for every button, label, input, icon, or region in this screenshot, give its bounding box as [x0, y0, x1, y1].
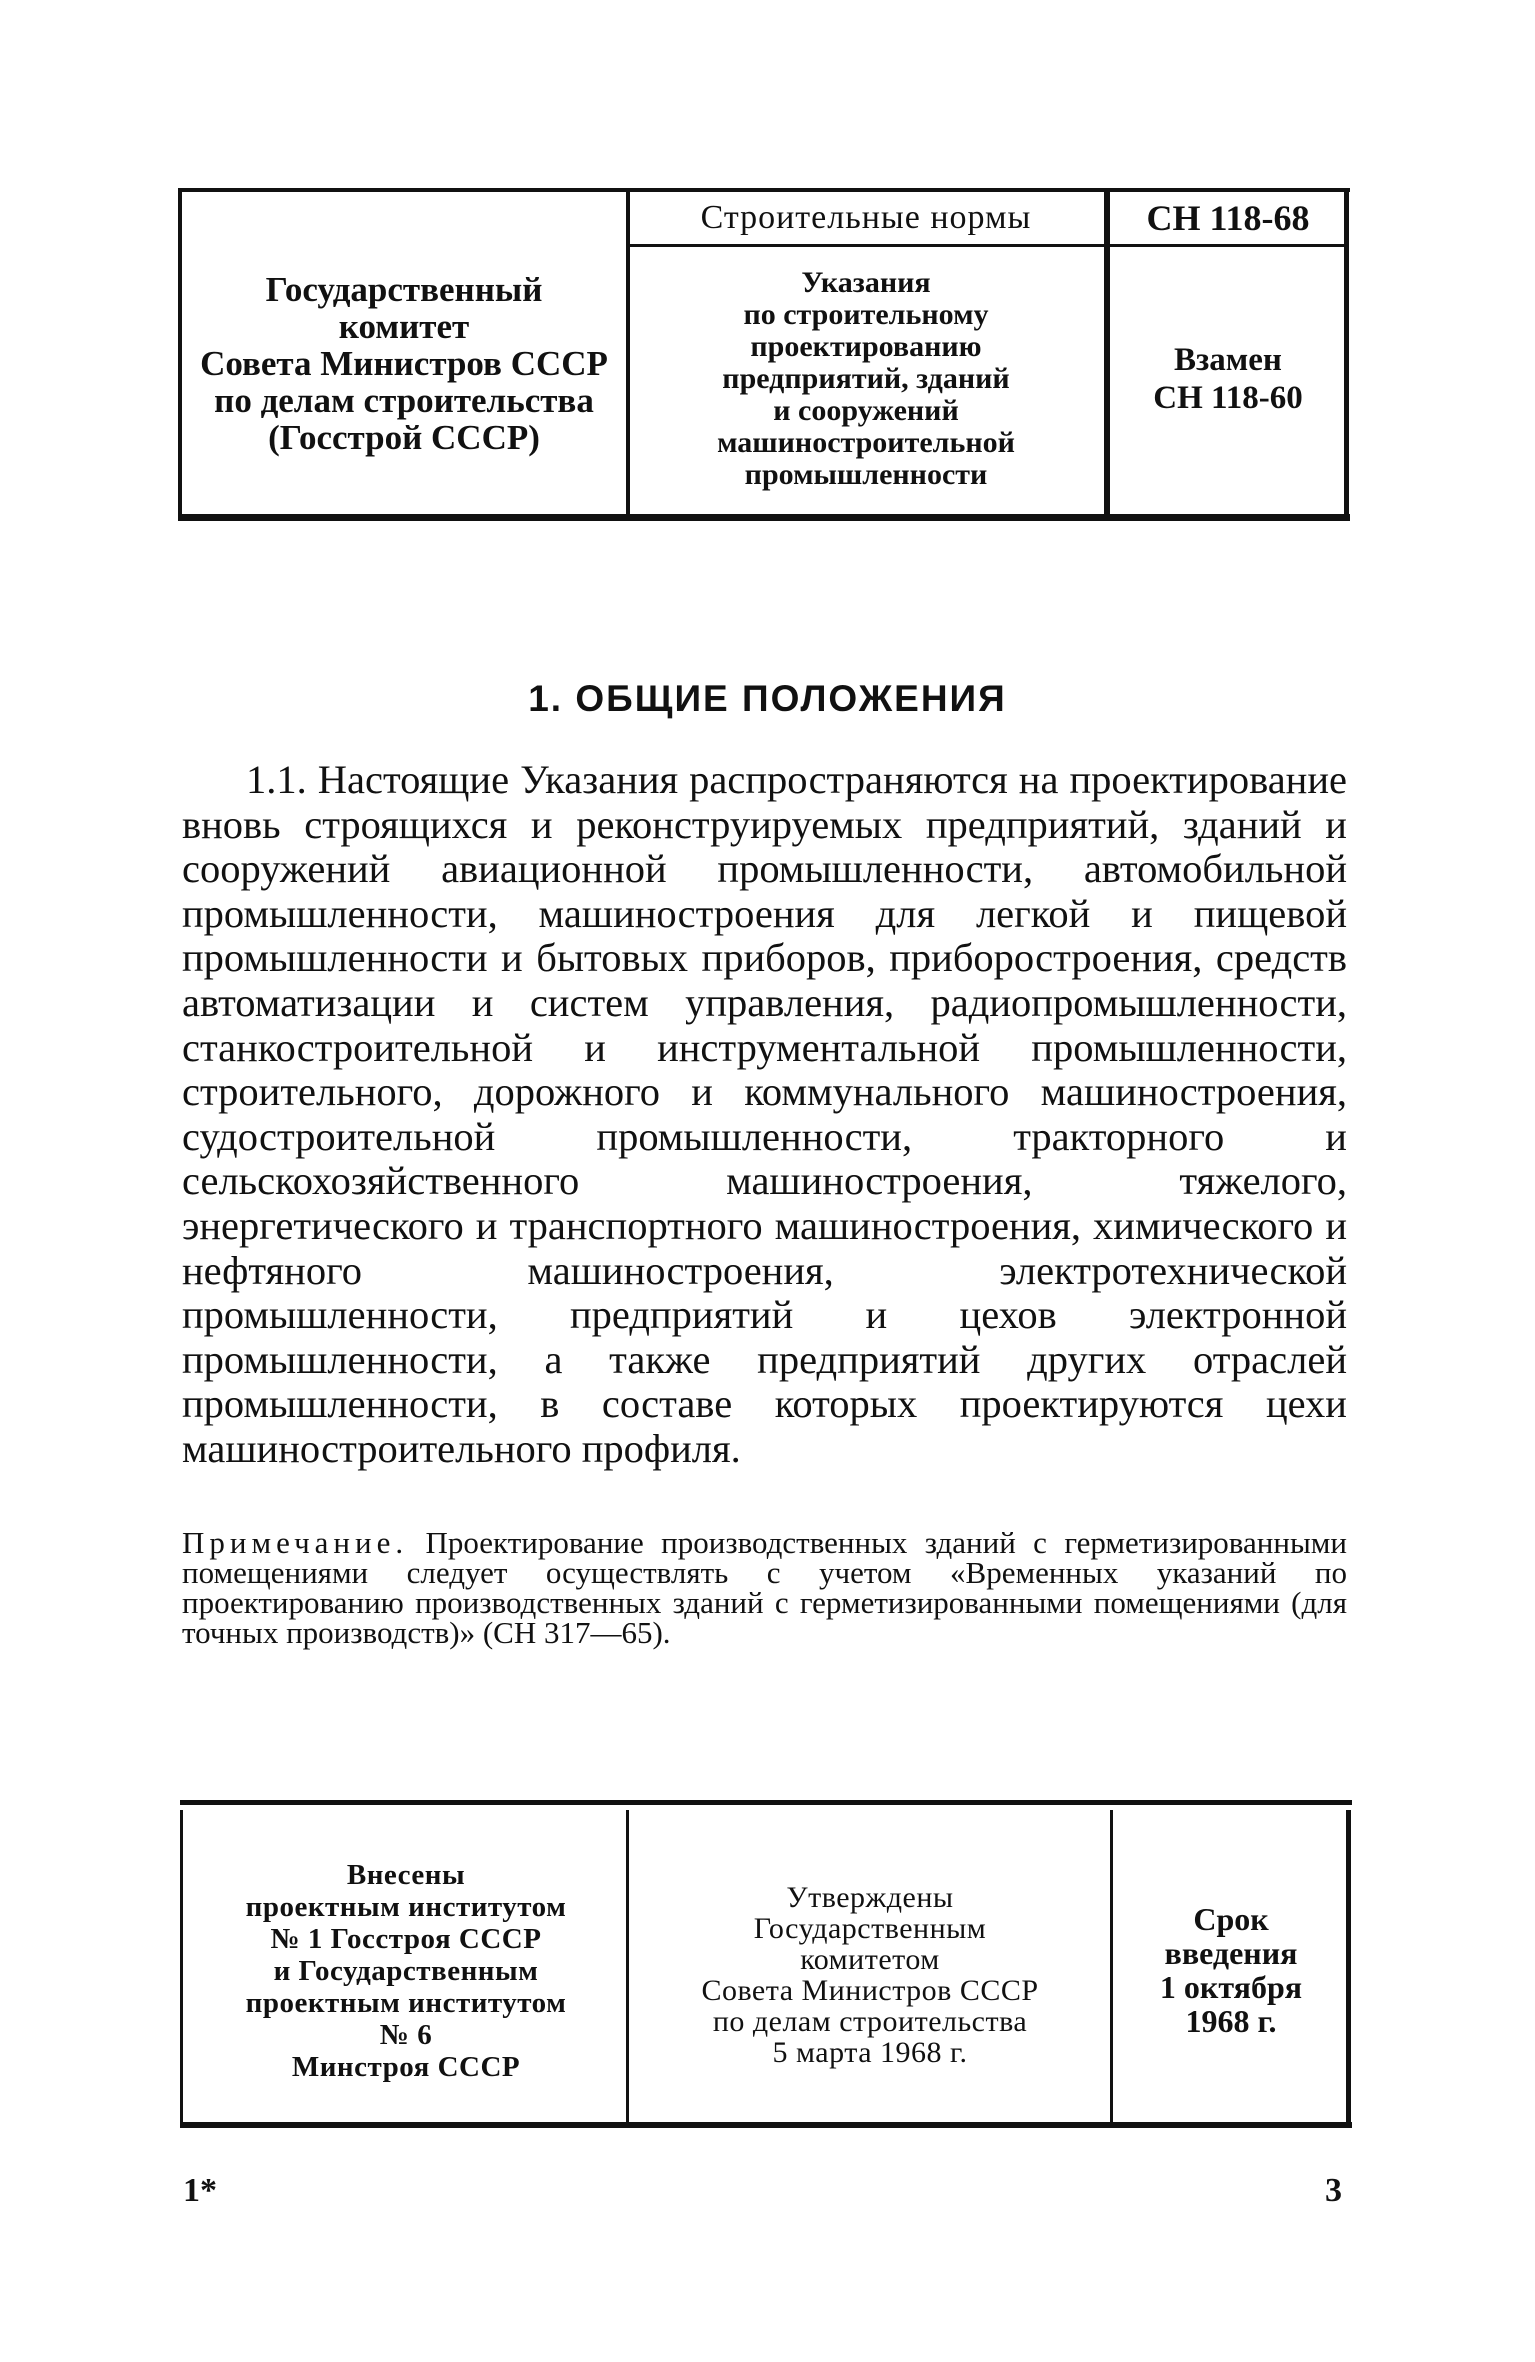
submitted-line: и Государственным: [273, 1955, 539, 1987]
submitted-line: № 1 Госстроя СССР: [270, 1923, 542, 1955]
norm-type: [630, 194, 1102, 242]
title-line: промышленности: [744, 457, 988, 491]
title-line: Указания: [801, 265, 931, 299]
submitted-line: проектным институтом: [245, 1891, 567, 1923]
document-code: [1110, 194, 1346, 242]
issuer-block: [182, 228, 626, 498]
signature-mark: 1*: [183, 2172, 217, 2209]
approval-top-rule: [180, 1800, 1352, 1805]
effective-line: 1968 г.: [1185, 2003, 1277, 2039]
effective-line: Срок: [1193, 1901, 1269, 1937]
issuer-line: Совета Министров СССР: [200, 343, 608, 383]
approved-line: Совета Министров СССР: [701, 1974, 1039, 2007]
title-line: машиностроительной: [717, 425, 1015, 459]
approved-line: 5 марта 1968 г.: [772, 2036, 968, 2069]
document-title-block: [630, 246, 1102, 511]
submitted-by-block: [186, 1826, 626, 2116]
header-top-rule: [178, 188, 1350, 192]
title-line: по строительному: [743, 297, 989, 331]
title-line: проектированию: [750, 329, 982, 363]
replaces-block: [1110, 248, 1346, 510]
note-label: Примечание.: [182, 1525, 409, 1560]
header-table: [178, 188, 1350, 522]
section-title: 1. ОБЩИЕ ПОЛОЖЕНИЯ: [528, 678, 1007, 719]
issuer-line: комитет: [338, 306, 470, 346]
submitted-line: проектным институтом: [245, 1987, 567, 2019]
issuer-line: (Госстрой СССР): [268, 417, 540, 457]
approval-divider-1: [626, 1810, 629, 2124]
note-block: [182, 1525, 1347, 1650]
approval-bottom-rule: [180, 2122, 1352, 2128]
submitted-line: № 6: [379, 2019, 433, 2051]
approved-line: Утверждены: [786, 1881, 954, 1914]
submitted-line: Внесены: [346, 1859, 466, 1891]
submitted-line: Минстроя СССР: [291, 2051, 521, 2083]
approved-by-block: [632, 1830, 1108, 2120]
approval-table: [180, 1800, 1352, 2130]
approved-line: Государственным: [753, 1912, 987, 1945]
page-number: 3: [1325, 2172, 1342, 2209]
code-label: СН 118-68: [1146, 198, 1310, 238]
approval-left-border: [180, 1810, 183, 2124]
header-bottom-rule: [178, 514, 1350, 521]
effective-date-block: [1114, 1870, 1348, 2070]
replaces-line: СН 118-60: [1153, 380, 1303, 416]
replaces-line: Взамен: [1174, 342, 1282, 378]
issuer-line: по делам строительства: [214, 380, 594, 420]
approved-line: комитетом: [800, 1943, 940, 1976]
title-line: предприятий, зданий: [722, 361, 1010, 395]
effective-line: введения: [1164, 1935, 1298, 1971]
norm-type-label: Строительные нормы: [700, 199, 1032, 236]
header-right-rule: [1110, 244, 1344, 247]
effective-line: 1 октября: [1159, 1969, 1303, 2005]
issuer-line: Государственный: [265, 269, 543, 309]
paragraph-1-1: 1.1. Настоящие Указания распространяются на проектирование вновь строящихся и реконструируемых предприятий, зданий и сооружений авиационной промышленности, автомобильной промышленности, машиностроения для легкой и пищевой промышленности и бытовых приборов, приборостроения, средств автоматизации и систем управления, радиопромышленности, станкостроительной и инструментальной промышленности, строительного, дорожного и коммунального машиностроения, судостроительной промышленности, тракторного и сельскохозяйственного машиностроения, тяжелого, энергетического и транспортного машиностроения, химического и нефтяного машиностроения, электротехнической промышленности, предприятий и цехов электронной промышленности, а также предприятий других отраслей промышленности, в составе которых проектируются цехи машиностроительного профиля.: [182, 757, 1347, 1471]
title-line: и сооружений: [773, 393, 959, 427]
note-text: Проектирование производственных зданий с герметизированными помещениями следует осуществлять с учетом «Временных указаний по проектированию производственных зданий с герметизированными помещениями (для точных производств)» (СН 317—65).: [182, 1525, 1347, 1650]
approval-divider-2: [1110, 1810, 1113, 2124]
approved-line: по делам строительства: [712, 2005, 1028, 2038]
